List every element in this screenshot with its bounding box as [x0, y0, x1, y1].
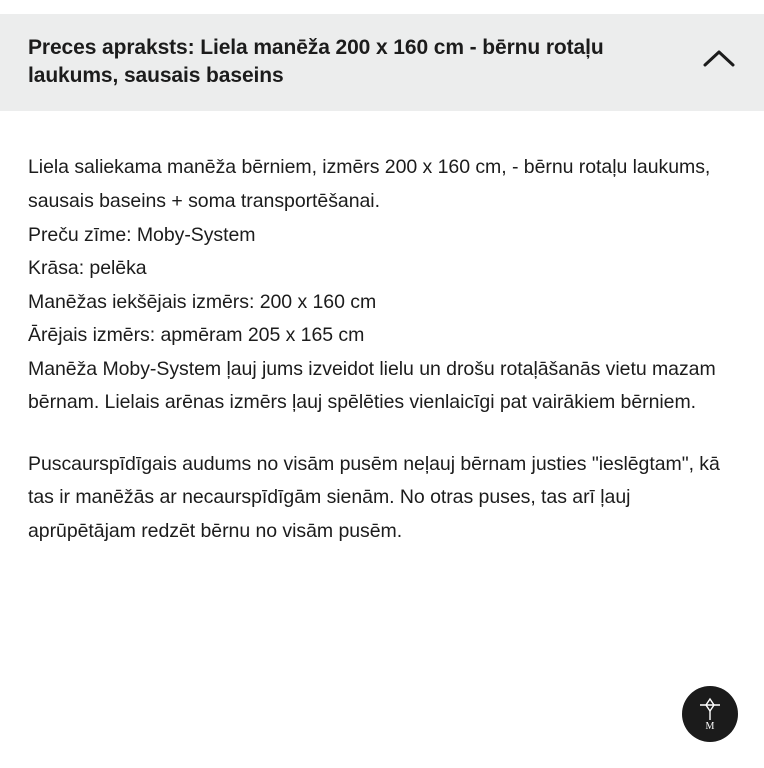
description-body	[0, 111, 764, 548]
description-outer-size: Ārējais izmērs: apmēram 205 x 165 cm	[28, 324, 365, 347]
chevron-up-icon[interactable]	[696, 38, 742, 78]
paragraph-spacer	[28, 420, 736, 448]
brand-monogram-icon[interactable]	[682, 686, 738, 742]
product-description-accordion-header[interactable]	[0, 14, 764, 111]
description-fabric: Puscaurspīdīgais audums no visām pusēm neļauj bērnam justies "ieslēgtam", kā tas ir manēžās ar necaurspīdīgām sienām. No otras puses, tas arī ļauj aprūpētājam redzēt bērnu no visām pusēm.	[28, 452, 720, 542]
page-title: Preces apraksts: Liela manēža 200 x 160 cm - bērnu rotaļu laukums, sausais baseins	[28, 36, 604, 87]
description-inner-size: Manēžas iekšējais izmērs: 200 x 160 cm	[28, 290, 377, 313]
top-spacer	[0, 0, 764, 14]
description-intro: Liela saliekama manēža bērniem, izmērs 200 x 160 cm, - bērnu rotaļu laukums, sausais baseins + soma transportēšanai.	[28, 156, 711, 212]
description-color: Krāsa: pelēka	[28, 257, 147, 280]
description-brand: Preču zīme: Moby-System	[28, 223, 256, 246]
description-details: Manēža Moby-System ļauj jums izveidot lielu un drošu rotaļāšanās vietu mazam bērnam. Lielais arēnas izmērs ļauj spēlēties vienlaicīgi pat vairākiem bērniem.	[28, 357, 716, 414]
svg-text:M: M	[705, 721, 715, 732]
